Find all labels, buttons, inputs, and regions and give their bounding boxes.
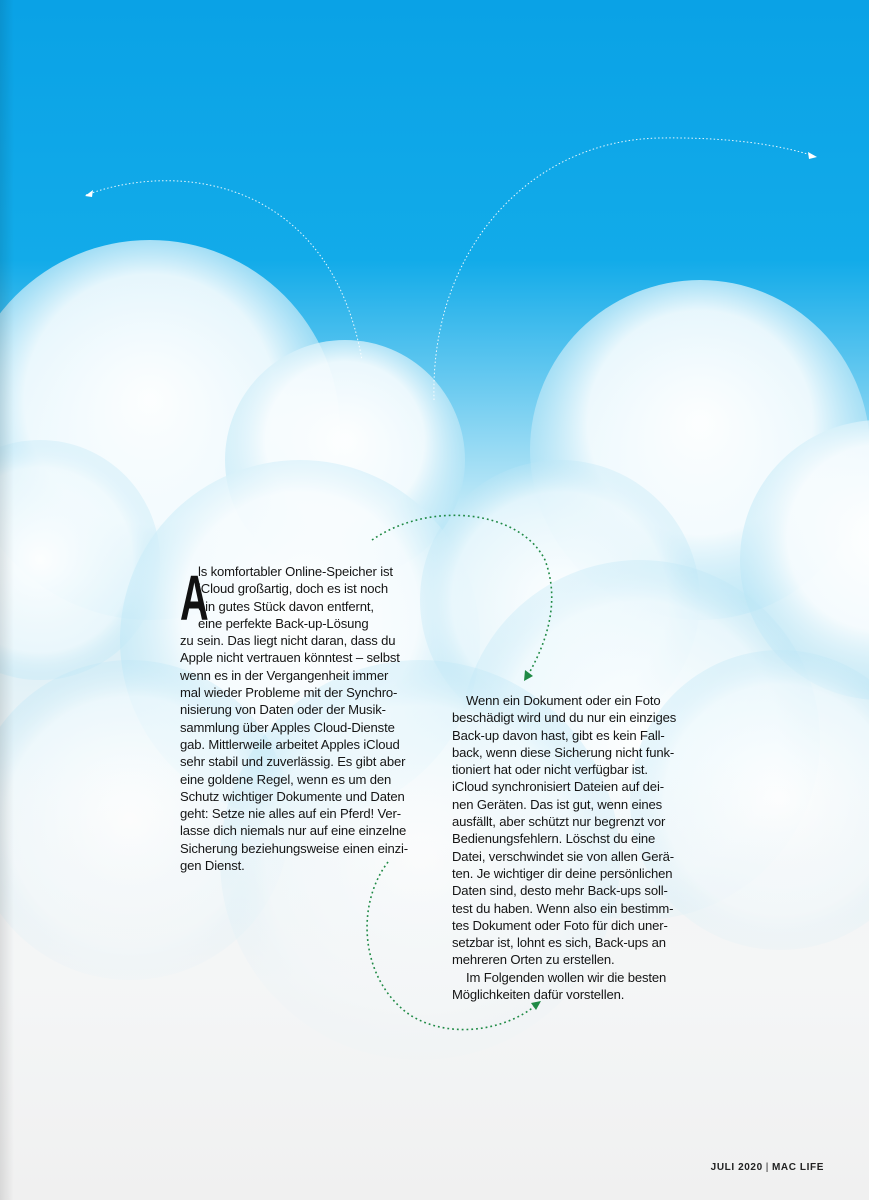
text-line: Möglichkeiten dafür vorstellen. (452, 987, 625, 1003)
arrowhead-icon (808, 152, 817, 159)
text-line: ein gutes Stück davon entfernt, (198, 598, 374, 614)
text-line: zu sein. Das liegt nicht daran, dass du (180, 633, 396, 649)
article-column-left (180, 563, 430, 874)
text-line: Bedienungsfehlern. Löschst du eine (452, 831, 656, 847)
text-line: gab. Mittlerweile arbeitet Apples iCloud (180, 736, 400, 752)
text-line: tioniert hat oder nicht verfügbar ist. (452, 762, 648, 778)
text-line: Apple nicht vertrauen könntest – selbst (180, 650, 400, 666)
text-line: Sicherung beziehungsweise einen einzi- (180, 840, 408, 856)
text-line: Daten sind, desto mehr Back-ups soll- (452, 883, 668, 899)
lower-fade (0, 760, 869, 1200)
text-line: iCloud großartig, doch es ist noch (198, 581, 388, 597)
text-line: lasse dich niemals nur auf eine einzelne (180, 823, 407, 839)
text-line: gen Dienst. (180, 858, 245, 874)
text-line: nen Geräten. Das ist gut, wenn eines (452, 796, 663, 812)
text-line: Back-up davon hast, gibt es kein Fall- (452, 727, 665, 743)
text-line: sammlung über Apples Cloud-Dienste (180, 719, 395, 735)
text-line: back, wenn diese Sicherung nicht funk- (452, 744, 675, 760)
text-line: ausfällt, aber schützt nur begrenzt vor (452, 814, 666, 830)
text-line: setzbar ist, lohnt es sich, Back-ups an (452, 935, 666, 951)
text-line: nisierung von Daten oder der Musik- (180, 702, 386, 718)
body-paragraph (452, 692, 697, 969)
magazine-name: MAC LIFE (771, 1162, 824, 1173)
text-line: Schutz wichtiger Dokumente und Daten (180, 788, 405, 804)
footer-separator: | (765, 1162, 769, 1173)
text-line: Datei, verschwindet sie von allen Gerä- (452, 848, 674, 864)
text-line: Wenn ein Dokument oder ein Foto (466, 693, 661, 708)
text-line: geht: Setze nie alles auf ein Pferd! Ver- (180, 806, 401, 822)
text-line: beschädigt wird und du nur ein einziges (452, 710, 677, 726)
text-line: iCloud synchronisiert Dateien auf dei- (452, 779, 664, 795)
article-column-right (452, 692, 697, 1003)
text-line: eine goldene Regel, wenn es um den (180, 771, 392, 787)
page-footer (711, 1162, 824, 1173)
issue-date: JULI 2020 (710, 1162, 763, 1173)
drop-cap: A (180, 562, 209, 634)
text-line: test du haben. Wenn also ein bestimm- (452, 900, 674, 916)
text-line: ls komfortabler Online-Speicher ist (198, 564, 393, 579)
text-line: mehreren Orten zu erstellen. (452, 952, 615, 968)
text-line: eine perfekte Back-up-Lösung (198, 615, 369, 631)
body-paragraph (452, 969, 697, 1004)
text-line: sehr stabil und zuverlässig. Es gibt aber (180, 754, 406, 770)
text-line: mal wieder Probleme mit der Synchro- (180, 685, 398, 701)
text-line: Im Folgenden wollen wir die besten (466, 969, 667, 985)
intro-paragraph (180, 563, 430, 874)
text-line: wenn es in der Vergangenheit immer (180, 667, 389, 683)
text-line: tes Dokument oder Foto für dich uner- (452, 917, 668, 933)
page-gutter-shadow (0, 0, 14, 1200)
arrowhead-icon (85, 190, 93, 197)
text-line: ten. Je wichtiger dir deine persönlichen (452, 865, 673, 881)
